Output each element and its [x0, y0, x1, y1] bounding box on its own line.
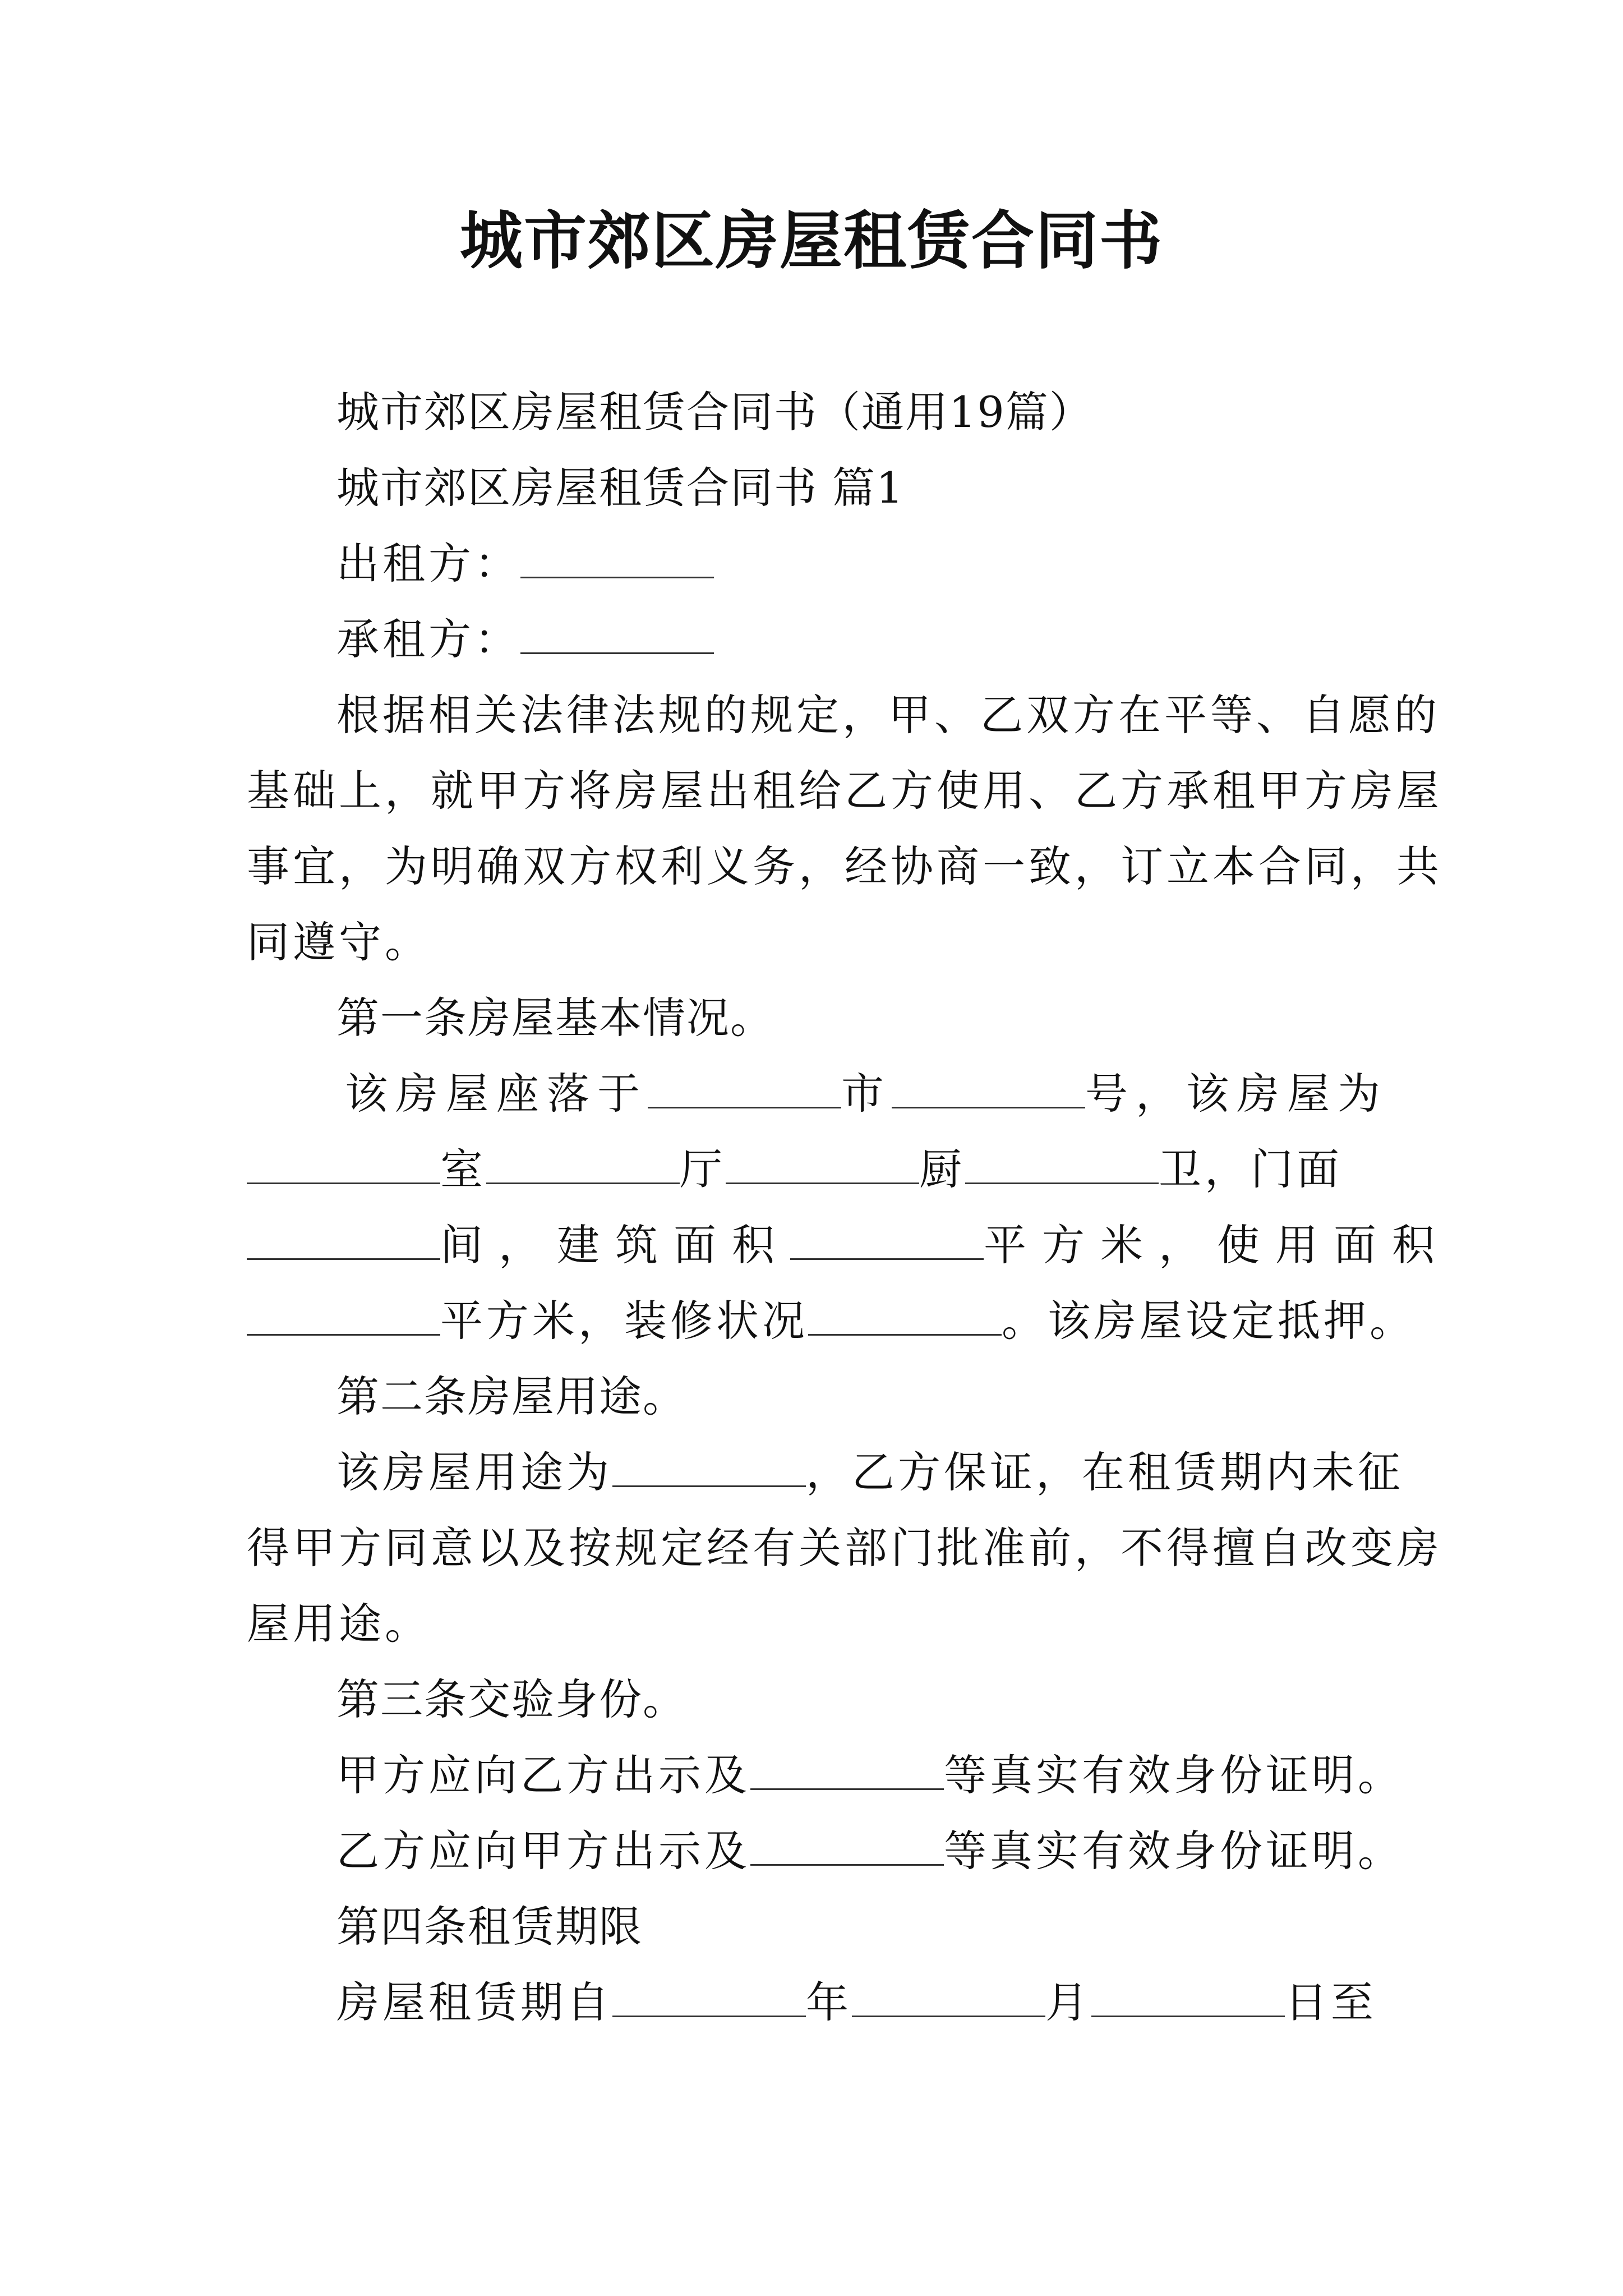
body-line [247, 1293, 1415, 1349]
body-line [336, 1975, 1377, 2031]
fill-in-blank[interactable] [612, 1445, 806, 1487]
fill-in-blank[interactable] [750, 1748, 944, 1790]
body-line [247, 1142, 1343, 1198]
body-line [336, 1444, 1404, 1501]
body-line [336, 1672, 686, 1728]
line-text: 平方米，装修状况 [440, 1296, 808, 1346]
line-text: 该房屋用途为 [336, 1447, 612, 1497]
fill-in-blank[interactable] [808, 1294, 1002, 1336]
line-text: 第二条房屋用途。 [336, 1372, 686, 1421]
line-text: 根据相关法律法规的规定，甲、乙双方在平等、自愿的 [336, 690, 1440, 740]
body-line [336, 990, 774, 1046]
line-text: 室 [440, 1144, 486, 1194]
line-text: 承租方： [336, 614, 520, 664]
fill-in-blank[interactable] [965, 1142, 1159, 1184]
body-line [336, 536, 714, 592]
fill-in-blank[interactable] [612, 1975, 806, 2017]
body-line [336, 460, 905, 516]
body-line [345, 1066, 1388, 1122]
line-text: 基础上，就甲方将房屋出租给乙方使用、乙方承租甲方房屋 [247, 766, 1442, 816]
line-text: 卫，门面 [1159, 1144, 1343, 1194]
line-text: 城市郊区房屋租赁合同书 篇1 [336, 463, 905, 513]
line-text: 日至 [1285, 1977, 1377, 2027]
fill-in-blank[interactable] [648, 1066, 841, 1108]
body-line [336, 1899, 643, 1955]
fill-in-blank[interactable] [726, 1142, 919, 1184]
body-line [336, 384, 1093, 440]
fill-in-blank[interactable] [790, 1218, 984, 1260]
line-text: 城市郊区房屋租赁合同书（通用19篇） [336, 387, 1093, 437]
body-line [247, 914, 431, 970]
line-text: 出租方： [336, 539, 520, 588]
line-text: 厨 [919, 1144, 965, 1194]
fill-in-blank[interactable] [750, 1824, 944, 1866]
body-line [247, 839, 1442, 895]
line-text: 厅 [680, 1144, 726, 1194]
fill-in-blank[interactable] [247, 1142, 440, 1184]
fill-in-blank[interactable] [247, 1218, 440, 1260]
fill-in-blank[interactable] [892, 1066, 1085, 1108]
body-line [336, 1823, 1404, 1879]
line-text: 市 [841, 1069, 892, 1119]
line-text: 同遵守。 [247, 917, 431, 967]
fill-in-blank[interactable] [852, 1975, 1045, 2017]
body-line [336, 687, 1440, 743]
line-text: 房屋租赁期自 [336, 1977, 612, 2027]
line-text: 月 [1045, 1977, 1091, 2027]
fill-in-blank[interactable] [520, 536, 714, 578]
line-text: 该房屋座落于 [345, 1069, 648, 1119]
fill-in-blank[interactable] [1091, 1975, 1285, 2017]
fill-in-blank[interactable] [247, 1294, 440, 1336]
line-text: 乙方应向甲方出示及 [336, 1826, 750, 1876]
fill-in-blank[interactable] [520, 612, 714, 654]
line-text: 甲方应向乙方出示及 [336, 1750, 750, 1800]
body-line [336, 611, 714, 668]
line-text: 号，该房屋为 [1085, 1069, 1388, 1119]
body-line [336, 1747, 1404, 1803]
line-text: 屋用途。 [247, 1599, 431, 1649]
line-text: 间，建筑面积 [440, 1220, 790, 1270]
line-text: 得甲方同意以及按规定经有关部门批准前，不得擅自改变房 [247, 1523, 1442, 1573]
line-text: 事宜，为明确双方权利义务，经协商一致，订立本合同，共 [247, 841, 1442, 891]
body-line [247, 763, 1442, 819]
body-line [336, 1369, 686, 1425]
line-text: ，乙方保证，在租赁期内未征 [806, 1447, 1404, 1497]
line-text: 第三条交验身份。 [336, 1674, 686, 1724]
line-text: 。该房屋设定抵押。 [1002, 1296, 1415, 1346]
body-line [247, 1520, 1442, 1576]
body-line [247, 1217, 1450, 1273]
body-line [247, 1596, 431, 1652]
document-title: 城市郊区房屋租赁合同书 [460, 204, 1163, 278]
line-text: 年 [806, 1977, 852, 2027]
fill-in-blank[interactable] [486, 1142, 680, 1184]
line-text: 等真实有效身份证明。 [944, 1750, 1404, 1800]
line-text: 等真实有效身份证明。 [944, 1826, 1404, 1876]
line-text: 第四条租赁期限 [336, 1902, 643, 1952]
line-text: 第一条房屋基本情况。 [336, 993, 774, 1043]
line-text: 平方米，使用面积 [984, 1220, 1450, 1270]
